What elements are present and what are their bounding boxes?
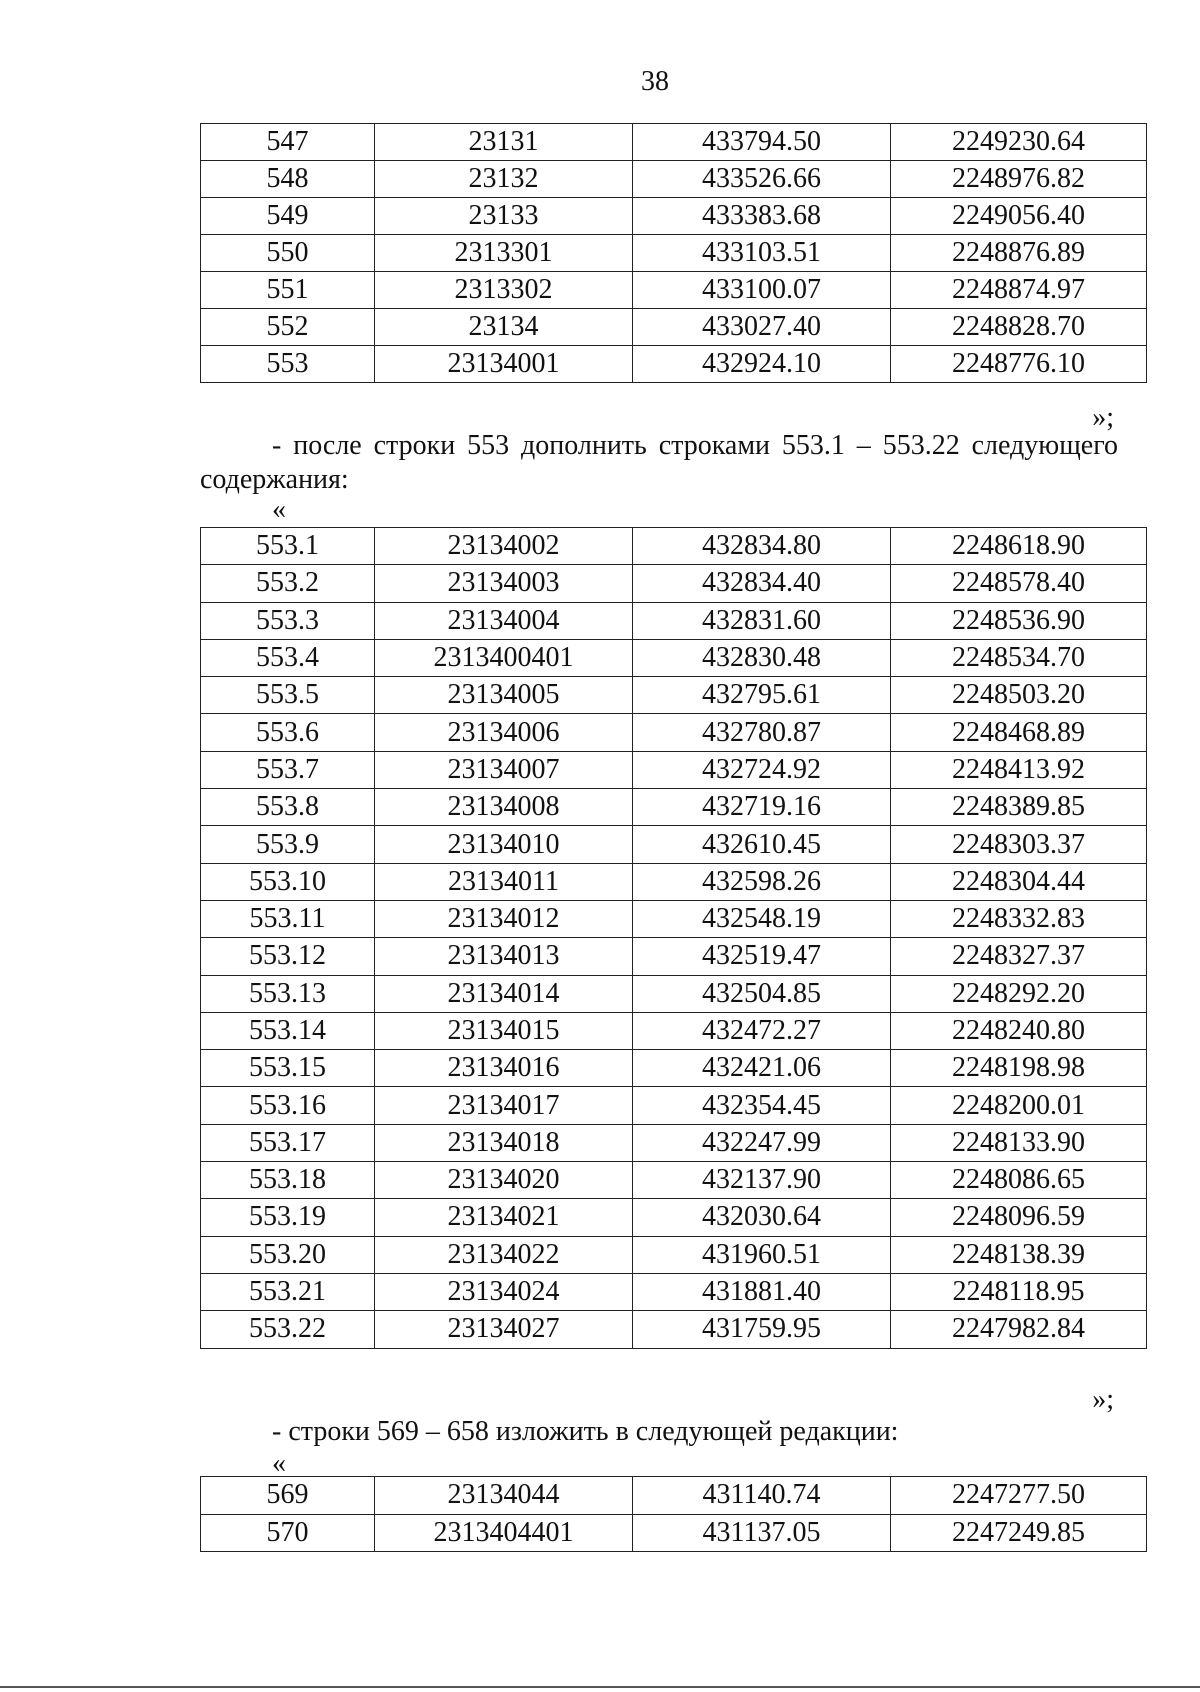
x-coordinate-cell: 432137.90 bbox=[633, 1162, 891, 1199]
x-coordinate-cell: 432548.19 bbox=[633, 900, 891, 937]
y-coordinate-cell: 2248304.44 bbox=[891, 863, 1147, 900]
point-number-cell: 552 bbox=[201, 309, 375, 346]
point-code-cell: 23134020 bbox=[375, 1162, 633, 1199]
y-coordinate-cell: 2248876.89 bbox=[891, 235, 1147, 272]
point-code-cell: 23134001 bbox=[375, 346, 633, 383]
x-coordinate-cell: 432504.85 bbox=[633, 975, 891, 1012]
table-row bbox=[201, 1199, 1147, 1236]
table-row bbox=[201, 346, 1147, 383]
x-coordinate-cell: 433383.68 bbox=[633, 198, 891, 235]
table-row bbox=[201, 863, 1147, 900]
x-coordinate-cell: 432780.87 bbox=[633, 714, 891, 751]
point-number-cell: 553 bbox=[201, 346, 375, 383]
point-number-cell: 553.9 bbox=[201, 826, 375, 863]
point-code-cell: 2313302 bbox=[375, 272, 633, 309]
point-number-cell: 553.12 bbox=[201, 938, 375, 975]
instruction-text: - строки 569 – 658 изложить в следующей редакции: bbox=[272, 1416, 899, 1447]
x-coordinate-cell: 432030.64 bbox=[633, 1199, 891, 1236]
point-code-cell: 23134024 bbox=[375, 1273, 633, 1310]
point-number-cell: 553.6 bbox=[201, 714, 375, 751]
y-coordinate-cell: 2248976.82 bbox=[891, 161, 1147, 198]
instruction-text: - после строки 553 дополнить строками 553.1 – 553.22 следующего bbox=[272, 430, 1118, 461]
y-coordinate-cell: 2248874.97 bbox=[891, 272, 1147, 309]
point-number-cell: 549 bbox=[201, 198, 375, 235]
x-coordinate-cell: 431881.40 bbox=[633, 1273, 891, 1310]
y-coordinate-cell: 2247982.84 bbox=[891, 1311, 1147, 1348]
point-number-cell: 553.3 bbox=[201, 602, 375, 639]
table-row bbox=[201, 124, 1147, 161]
table-row bbox=[201, 751, 1147, 788]
point-code-cell: 2313404401 bbox=[375, 1514, 633, 1552]
table-row bbox=[201, 528, 1147, 565]
point-code-cell: 23134022 bbox=[375, 1236, 633, 1273]
table-row bbox=[201, 900, 1147, 937]
y-coordinate-cell: 2247277.50 bbox=[891, 1477, 1147, 1515]
page-bottom-rule bbox=[0, 1686, 1200, 1688]
x-coordinate-cell: 431960.51 bbox=[633, 1236, 891, 1273]
table-row bbox=[201, 789, 1147, 826]
table-row bbox=[201, 639, 1147, 676]
point-code-cell: 23134010 bbox=[375, 826, 633, 863]
x-coordinate-cell: 432247.99 bbox=[633, 1124, 891, 1161]
point-number-cell: 569 bbox=[201, 1477, 375, 1515]
point-code-cell: 23134044 bbox=[375, 1477, 633, 1515]
point-code-cell: 23131 bbox=[375, 124, 633, 161]
point-number-cell: 553.11 bbox=[201, 900, 375, 937]
point-number-cell: 553.10 bbox=[201, 863, 375, 900]
table-row bbox=[201, 1477, 1147, 1515]
point-code-cell: 23134008 bbox=[375, 789, 633, 826]
point-number-cell: 553.1 bbox=[201, 528, 375, 565]
x-coordinate-cell: 433103.51 bbox=[633, 235, 891, 272]
table-row bbox=[201, 938, 1147, 975]
y-coordinate-cell: 2248578.40 bbox=[891, 565, 1147, 602]
table-row bbox=[201, 235, 1147, 272]
point-code-cell: 23134004 bbox=[375, 602, 633, 639]
x-coordinate-cell: 432610.45 bbox=[633, 826, 891, 863]
point-code-cell: 23134007 bbox=[375, 751, 633, 788]
x-coordinate-cell: 432519.47 bbox=[633, 938, 891, 975]
point-number-cell: 553.20 bbox=[201, 1236, 375, 1273]
point-code-cell: 23134021 bbox=[375, 1199, 633, 1236]
x-coordinate-cell: 432834.40 bbox=[633, 565, 891, 602]
point-number-cell: 553.17 bbox=[201, 1124, 375, 1161]
table-row bbox=[201, 161, 1147, 198]
table-row bbox=[201, 1050, 1147, 1087]
x-coordinate-cell: 431759.95 bbox=[633, 1311, 891, 1348]
point-code-cell: 2313301 bbox=[375, 235, 633, 272]
y-coordinate-cell: 2248096.59 bbox=[891, 1199, 1147, 1236]
x-coordinate-cell: 433100.07 bbox=[633, 272, 891, 309]
y-coordinate-cell: 2248292.20 bbox=[891, 975, 1147, 1012]
point-number-cell: 553.2 bbox=[201, 565, 375, 602]
table-row bbox=[201, 1012, 1147, 1049]
x-coordinate-cell: 431140.74 bbox=[633, 1477, 891, 1515]
y-coordinate-cell: 2248133.90 bbox=[891, 1124, 1147, 1161]
x-coordinate-cell: 432830.48 bbox=[633, 639, 891, 676]
point-code-cell: 23134005 bbox=[375, 677, 633, 714]
table-row bbox=[201, 826, 1147, 863]
table-row bbox=[201, 565, 1147, 602]
closing-quote: »; bbox=[1092, 402, 1114, 433]
table-row bbox=[201, 677, 1147, 714]
point-code-cell: 23134013 bbox=[375, 938, 633, 975]
table-row bbox=[201, 198, 1147, 235]
instruction-text-continuation: содержания: bbox=[200, 464, 349, 495]
table-row bbox=[201, 975, 1147, 1012]
y-coordinate-cell: 2248536.90 bbox=[891, 602, 1147, 639]
x-coordinate-cell: 431137.05 bbox=[633, 1514, 891, 1552]
x-coordinate-cell: 432724.92 bbox=[633, 751, 891, 788]
y-coordinate-cell: 2248240.80 bbox=[891, 1012, 1147, 1049]
table-row bbox=[201, 1087, 1147, 1124]
y-coordinate-cell: 2248468.89 bbox=[891, 714, 1147, 751]
x-coordinate-cell: 432354.45 bbox=[633, 1087, 891, 1124]
point-code-cell: 23134011 bbox=[375, 863, 633, 900]
point-number-cell: 547 bbox=[201, 124, 375, 161]
y-coordinate-cell: 2248534.70 bbox=[891, 639, 1147, 676]
table-row bbox=[201, 1124, 1147, 1161]
y-coordinate-cell: 2248413.92 bbox=[891, 751, 1147, 788]
point-code-cell: 2313400401 bbox=[375, 639, 633, 676]
point-number-cell: 553.5 bbox=[201, 677, 375, 714]
point-number-cell: 550 bbox=[201, 235, 375, 272]
table-row bbox=[201, 272, 1147, 309]
point-code-cell: 23134015 bbox=[375, 1012, 633, 1049]
y-coordinate-cell: 2248332.83 bbox=[891, 900, 1147, 937]
table-row bbox=[201, 1514, 1147, 1552]
y-coordinate-cell: 2248828.70 bbox=[891, 309, 1147, 346]
point-number-cell: 553.22 bbox=[201, 1311, 375, 1348]
opening-quote: « bbox=[272, 1448, 286, 1479]
point-code-cell: 23133 bbox=[375, 198, 633, 235]
point-code-cell: 23134016 bbox=[375, 1050, 633, 1087]
x-coordinate-cell: 432924.10 bbox=[633, 346, 891, 383]
point-code-cell: 23134014 bbox=[375, 975, 633, 1012]
table-row bbox=[201, 1273, 1147, 1310]
x-coordinate-cell: 432795.61 bbox=[633, 677, 891, 714]
point-code-cell: 23134012 bbox=[375, 900, 633, 937]
point-number-cell: 553.21 bbox=[201, 1273, 375, 1310]
point-code-cell: 23134027 bbox=[375, 1311, 633, 1348]
y-coordinate-cell: 2248327.37 bbox=[891, 938, 1147, 975]
table-row bbox=[201, 1236, 1147, 1273]
y-coordinate-cell: 2248303.37 bbox=[891, 826, 1147, 863]
point-number-cell: 553.14 bbox=[201, 1012, 375, 1049]
opening-quote: « bbox=[272, 494, 286, 525]
table-row bbox=[201, 309, 1147, 346]
x-coordinate-cell: 433794.50 bbox=[633, 124, 891, 161]
coordinates-table-3 bbox=[200, 1476, 1147, 1552]
table-row bbox=[201, 602, 1147, 639]
point-code-cell: 23134003 bbox=[375, 565, 633, 602]
x-coordinate-cell: 433526.66 bbox=[633, 161, 891, 198]
table-row bbox=[201, 714, 1147, 751]
coordinates-table-2 bbox=[200, 527, 1147, 1349]
y-coordinate-cell: 2248503.20 bbox=[891, 677, 1147, 714]
point-number-cell: 553.19 bbox=[201, 1199, 375, 1236]
point-code-cell: 23134006 bbox=[375, 714, 633, 751]
point-code-cell: 23134018 bbox=[375, 1124, 633, 1161]
point-number-cell: 553.13 bbox=[201, 975, 375, 1012]
coordinates-table-1 bbox=[200, 123, 1147, 383]
point-code-cell: 23134017 bbox=[375, 1087, 633, 1124]
y-coordinate-cell: 2248618.90 bbox=[891, 528, 1147, 565]
point-number-cell: 551 bbox=[201, 272, 375, 309]
x-coordinate-cell: 432598.26 bbox=[633, 863, 891, 900]
x-coordinate-cell: 432831.60 bbox=[633, 602, 891, 639]
point-number-cell: 553.4 bbox=[201, 639, 375, 676]
point-number-cell: 553.16 bbox=[201, 1087, 375, 1124]
y-coordinate-cell: 2248138.39 bbox=[891, 1236, 1147, 1273]
table-row bbox=[201, 1162, 1147, 1199]
point-number-cell: 553.18 bbox=[201, 1162, 375, 1199]
point-number-cell: 553.15 bbox=[201, 1050, 375, 1087]
y-coordinate-cell: 2249230.64 bbox=[891, 124, 1147, 161]
y-coordinate-cell: 2248198.98 bbox=[891, 1050, 1147, 1087]
y-coordinate-cell: 2248389.85 bbox=[891, 789, 1147, 826]
point-number-cell: 553.7 bbox=[201, 751, 375, 788]
point-code-cell: 23134 bbox=[375, 309, 633, 346]
point-number-cell: 548 bbox=[201, 161, 375, 198]
page-number: 38 bbox=[641, 66, 669, 97]
y-coordinate-cell: 2248118.95 bbox=[891, 1273, 1147, 1310]
closing-quote: »; bbox=[1092, 1384, 1114, 1415]
x-coordinate-cell: 432472.27 bbox=[633, 1012, 891, 1049]
x-coordinate-cell: 432421.06 bbox=[633, 1050, 891, 1087]
y-coordinate-cell: 2247249.85 bbox=[891, 1514, 1147, 1552]
point-number-cell: 570 bbox=[201, 1514, 375, 1552]
table-row bbox=[201, 1311, 1147, 1348]
y-coordinate-cell: 2248086.65 bbox=[891, 1162, 1147, 1199]
y-coordinate-cell: 2248776.10 bbox=[891, 346, 1147, 383]
x-coordinate-cell: 432834.80 bbox=[633, 528, 891, 565]
x-coordinate-cell: 433027.40 bbox=[633, 309, 891, 346]
x-coordinate-cell: 432719.16 bbox=[633, 789, 891, 826]
point-code-cell: 23134002 bbox=[375, 528, 633, 565]
point-code-cell: 23132 bbox=[375, 161, 633, 198]
y-coordinate-cell: 2248200.01 bbox=[891, 1087, 1147, 1124]
y-coordinate-cell: 2249056.40 bbox=[891, 198, 1147, 235]
point-number-cell: 553.8 bbox=[201, 789, 375, 826]
